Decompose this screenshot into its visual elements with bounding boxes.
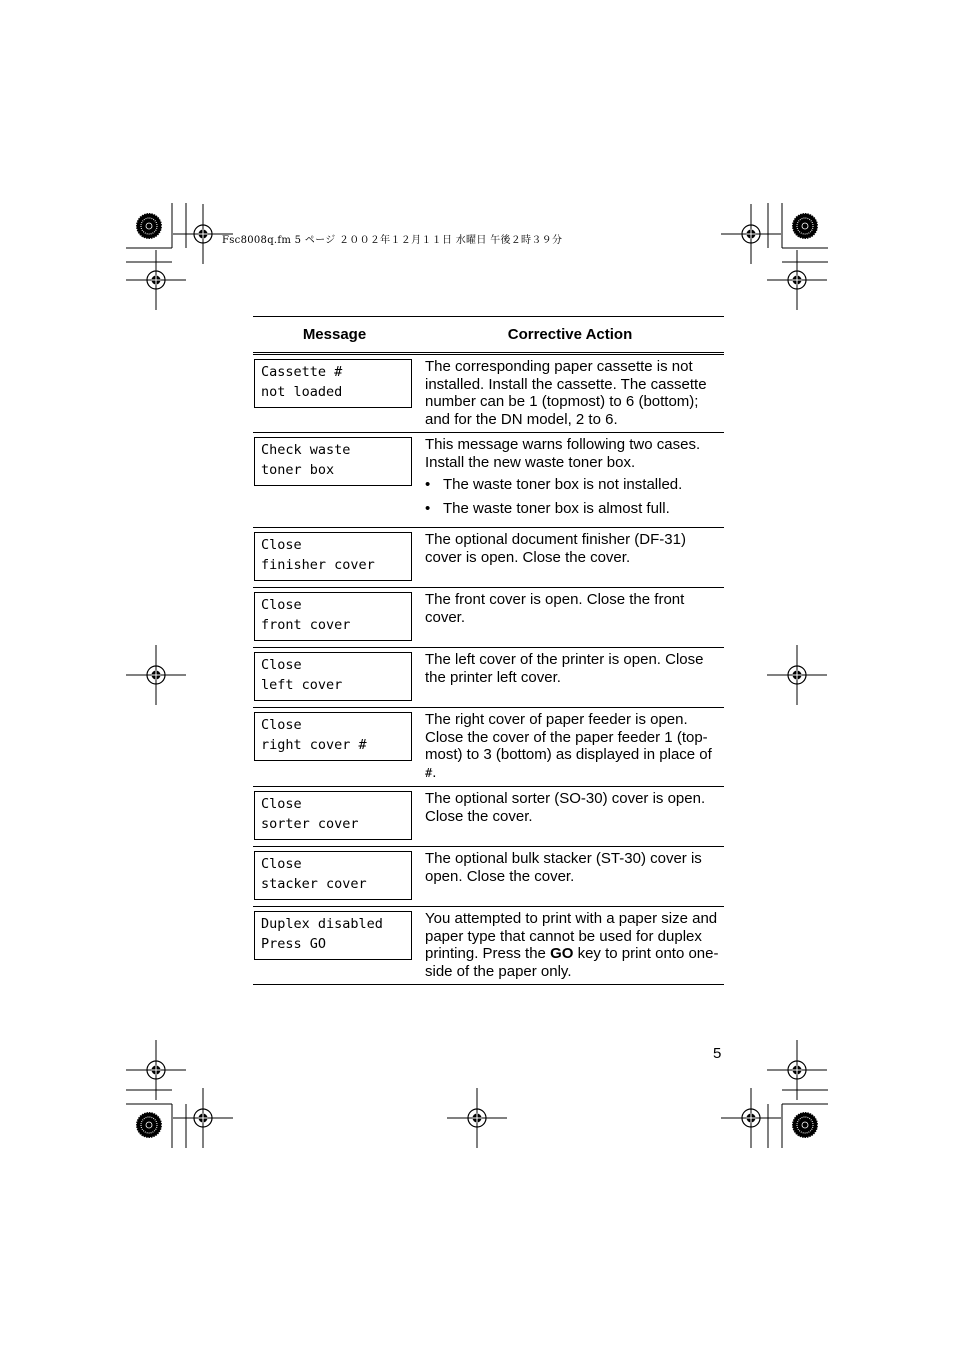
- table-row: [253, 708, 724, 787]
- column-header-action: Corrective Action: [416, 317, 724, 354]
- message-table: [253, 316, 724, 985]
- starburst-icon: [136, 1112, 162, 1138]
- table-row: [253, 354, 724, 433]
- corrective-action: The optional sorter (SO-30) cover is open. Close the cover.: [425, 790, 706, 825]
- corrective-action: The optional document finisher (DF-31) cover is open. Close the cover.: [425, 531, 686, 566]
- inline-code: #: [425, 765, 433, 780]
- lcd-message: Close left cover: [254, 652, 412, 701]
- list-item: • The waste toner box is almost full.: [425, 500, 724, 518]
- corrective-action: The optional bulk stacker (ST-30) cover is open. Close the cover.: [425, 850, 702, 885]
- corrective-action: The left cover of the printer is open. Close the printer left cover.: [425, 651, 704, 686]
- starburst-icon: [792, 213, 818, 239]
- table-row: [253, 648, 724, 708]
- print-header: Fsc8008q.fm 5 ページ ２００２年１２月１１日 水曜日 午後２時３９分: [222, 235, 563, 246]
- lcd-message: Check waste toner box: [254, 437, 412, 486]
- bullet-list: [425, 476, 724, 517]
- corrective-action: This message warns following two cases. Install the new waste toner box. • The waste toner box is not installed. • The waste toner box is almost full.: [416, 433, 724, 527]
- corrective-action: You attempted to print with a paper size and paper type that cannot be used for duplex printing. Press the GO key to print onto one-side of the paper only.: [425, 910, 719, 980]
- lcd-message: Close finisher cover: [254, 532, 412, 581]
- table-row: [253, 588, 724, 648]
- list-item: • The waste toner box is not installed.: [425, 476, 724, 494]
- corrective-action: The corresponding paper cassette is not installed. Install the cassette. The cassette number can be 1 (topmost) to 6 (bottom); and for the DN model, 2 to 6.: [425, 358, 707, 428]
- table-row: [253, 787, 724, 847]
- lcd-message: Close right cover #: [254, 712, 412, 761]
- lcd-message: Cassette # not loaded: [254, 359, 412, 408]
- lcd-message: Close sorter cover: [254, 791, 412, 840]
- page-number: 5: [713, 1045, 722, 1062]
- starburst-icon: [792, 1112, 818, 1138]
- table-row: [253, 847, 724, 907]
- lcd-message: Duplex disabled Press GO: [254, 911, 412, 960]
- lcd-message: Close front cover: [254, 592, 412, 641]
- table-row: [253, 433, 724, 528]
- column-header-message: Message: [253, 317, 416, 354]
- starburst-icon: [136, 213, 162, 239]
- lcd-message: Close stacker cover: [254, 851, 412, 900]
- table-row: [253, 528, 724, 588]
- corrective-action: The front cover is open. Close the front cover.: [425, 591, 685, 626]
- table-row: [253, 907, 724, 985]
- corrective-action: The right cover of paper feeder is open. Close the cover of the paper feeder 1 (top-most) to 3 (bottom) as displayed in place of #.: [425, 711, 712, 781]
- key-name: GO: [550, 945, 574, 962]
- table-header-row: [253, 317, 724, 354]
